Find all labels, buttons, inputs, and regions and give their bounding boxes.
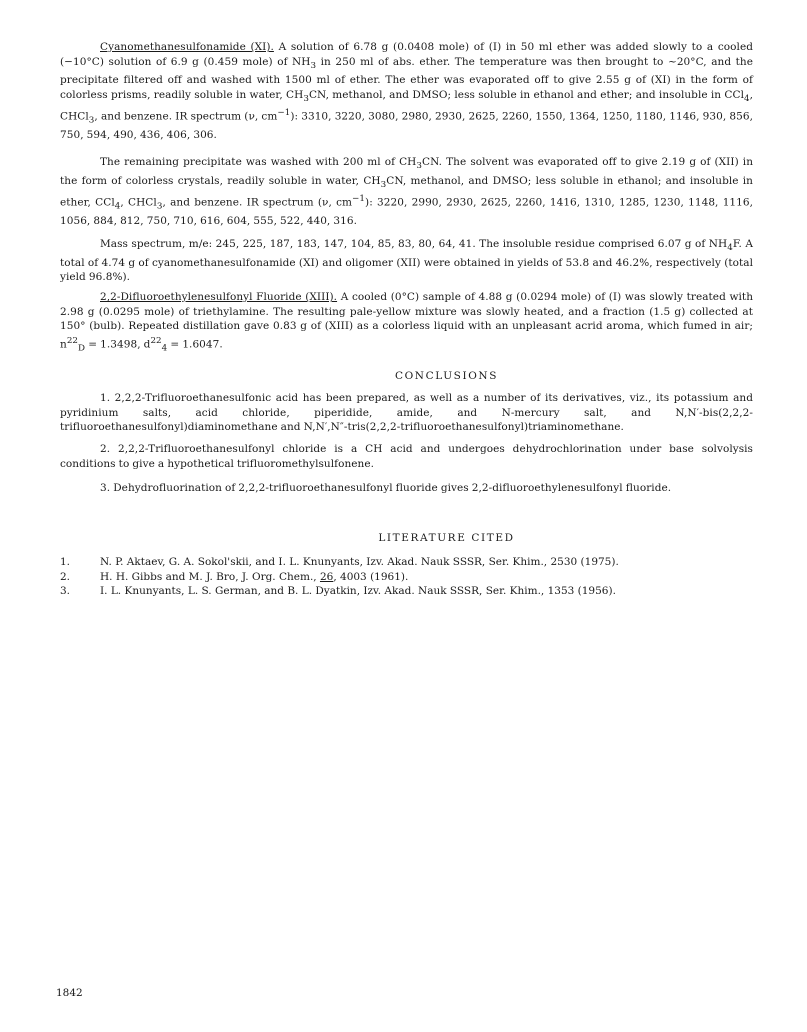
reference-number: 3. bbox=[60, 585, 71, 597]
conclusion-item-1: 1. 2,2,2-Trifluoroethanesulfonic acid has been prepared, as well as a number of its derivatives, viz., its potassium and pyridinium salts, acid chloride, piperidide, amide, and N-mercury salt, and N,N′-bis(2,2,2-trifluoroethanesulfonyl)diaminomethane and N,N′,N″-tris(2,2,2-trifluoroethanesulfonyl)triaminomethane. bbox=[60, 392, 753, 433]
section-heading: 2,2-Difluoroethylenesulfonyl Fluoride (XIII). bbox=[100, 291, 338, 303]
section-heading: Cyanomethanesulfonamide (XI). bbox=[100, 41, 274, 53]
reference-list bbox=[60, 555, 753, 599]
paragraph-cyanomethanesulfonamide: Cyanomethanesulfonamide (XI). A solution of 6.78 g (0.0408 mole) of (I) in 50 ml ether was added slowly to a cooled (−10°C) solution of 6.9 g (0.459 mole) of $NH_3$ in 250 ml of abs. ether. The temperature was then brought to ~20°C, and the precipitate filtered off and washed with 1500 ml of ether. The ether was evaporated off to give 2.55 g of (XI) in the form of colorless prisms, readily soluble in water, $CH_3CN$, methanol, and DMSO; less soluble in ethanol and ether; and insoluble in CCl$_4$, CHCl$_3$, and benzene. IR spectrum (ν, $cm^{-1}$): 3310, 3220, 3080, 2980, 2930, 2625, 2260, 1550, 1364, 1250, 1180, 1146, 930, 856, 750, 594, 490, 436, 406, 306. bbox=[60, 41, 753, 142]
literature-title: LITERATURE CITED bbox=[378, 532, 515, 544]
conclusions-title: CONCLUSIONS bbox=[394, 370, 499, 382]
reference-number: 1. bbox=[60, 556, 71, 568]
reference-text: N. P. Aktaev, G. A. Sokol'skii, and I. L. Knunyants, Izv. Akad. Nauk SSSR, Ser. Khim., 2530 (1975). bbox=[100, 556, 619, 568]
reference-item bbox=[60, 584, 753, 599]
reference-item bbox=[60, 570, 753, 585]
paragraph-mass-spectrum: Mass spectrum, m/e: 245, 225, 187, 183, 147, 104, 85, 83, 80, 64, 41. The insoluble residue comprised 6.07 g of $NH_4F$. A total of 4.74 g of cyanomethanesulfonamide (XI) and oligomer (XII) were obtained in yields of 53.8 and 46.2%, respectively (total yield 96.8%). bbox=[60, 238, 753, 284]
reference-item bbox=[60, 555, 753, 570]
reference-text: I. L. Knunyants, L. S. German, and B. L. Dyatkin, Izv. Akad. Nauk SSSR, Ser. Khim., 1353 (1956). bbox=[100, 585, 616, 597]
conclusion-item-3: 3. Dehydrofluorination of 2,2,2-trifluoroethanesulfonyl fluoride gives 2,2-difluoroethylenesulfonyl fluoride. bbox=[100, 482, 672, 494]
volume-number: 26 bbox=[319, 570, 334, 583]
page-number: 1842 bbox=[56, 987, 83, 999]
conclusion-item-2: 2. 2,2,2-Trifluoroethanesulfonyl chloride is a CH acid and undergoes dehydrochlorination under base solvolysis conditions to give a hypothetical trifluoromethylsulfonene. bbox=[60, 443, 753, 470]
reference-text: H. H. Gibbs and M. J. Bro, J. Org. Chem., 26, 4003 (1961). bbox=[100, 570, 409, 583]
paragraph-difluoroethylenesulfonyl-fluoride: 2,2-Difluoroethylenesulfonyl Fluoride (XIII). A cooled (0°C) sample of 4.88 g (0.0294 mole) of (I) was slowly treated with 2.98 g (0.0295 mole) of triethylamine. The resulting pale-yellow mixture was slowly heated, and a fraction (1.5 g) collected at 150° (bulb). Repeated distillation gave 0.83 g of (XIII) as a colorless liquid with an unpleasant acrid aroma, which fumed in air; $n^{22}_D = 1.3498$, $d^{22}_4 = 1.6047$. bbox=[60, 291, 754, 354]
reference-number: 2. bbox=[60, 570, 71, 583]
paragraph-remaining-precipitate: The remaining precipitate was washed with 200 ml of $CH_3CN$. The solvent was evaporated off to give 2.19 g of (XII) in the form of colorless crystals, readily soluble in water, $CH_3CN$, methanol, and DMSO; less soluble in ethanol; and insoluble in ether, CCl$_4$, CHCl$_3$, and benzene. IR spectrum (ν, $cm^{-1}$): 3220, 2990, 2930, 2625, 2260, 1416, 1310, 1285, 1230, 1148, 1116, 1056, 884, 812, 750, 710, 616, 604, 555, 522, 440, 316. bbox=[60, 156, 754, 228]
